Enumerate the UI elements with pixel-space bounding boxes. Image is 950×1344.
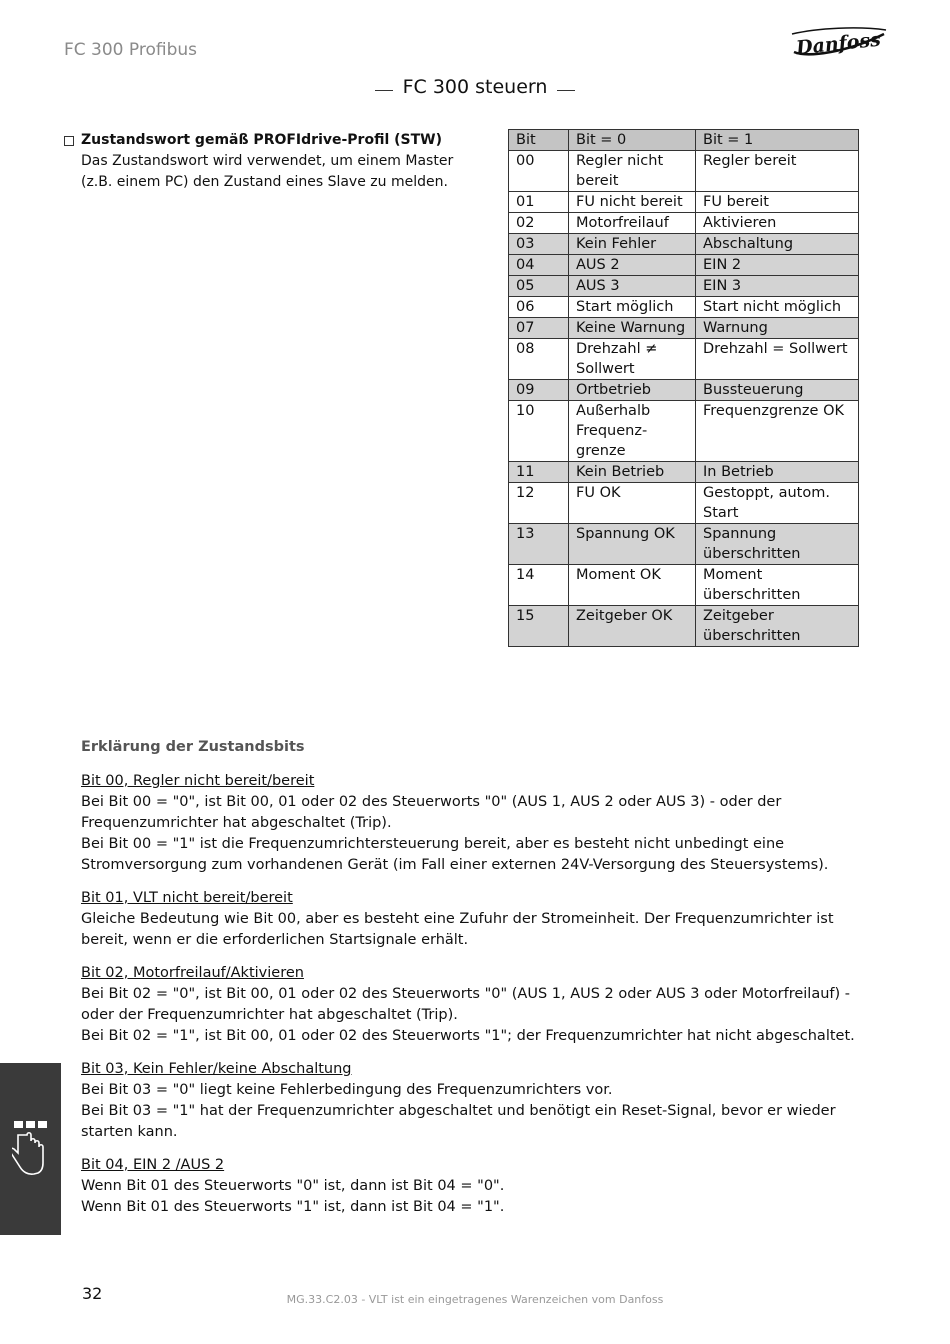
table-row bbox=[509, 380, 859, 401]
bit1-meaning-cell: Start nicht möglich bbox=[696, 297, 859, 318]
bit1-meaning-cell: In Betrieb bbox=[696, 462, 859, 483]
bit-number-cell: 02 bbox=[509, 213, 569, 234]
table-row bbox=[509, 483, 859, 524]
status-word-table bbox=[508, 129, 859, 647]
bit1-meaning-cell: Moment überschritten bbox=[696, 565, 859, 606]
table-row bbox=[509, 339, 859, 380]
bit-explanation-text: Bei Bit 02 = "1", ist Bit 00, 01 oder 02 des Steuerworts "1"; der Frequenzumrichter hat nicht abgeschaltet. bbox=[81, 1028, 855, 1044]
bit-number-cell: 15 bbox=[509, 606, 569, 647]
bit-number-cell: 12 bbox=[509, 483, 569, 524]
bit-explanation-title: Bit 03, Kein Fehler/keine Abschaltung bbox=[81, 1061, 352, 1077]
bit0-meaning-cell: Motorfreilauf bbox=[569, 213, 696, 234]
bit-explanation-text: Wenn Bit 01 des Steuerworts "0" ist, dann ist Bit 04 = "0". bbox=[81, 1178, 505, 1194]
table-row bbox=[509, 318, 859, 339]
bit-number-cell: 10 bbox=[509, 401, 569, 462]
header-cell-bit0: Bit = 0 bbox=[569, 130, 696, 151]
table-row bbox=[509, 606, 859, 647]
bit1-meaning-cell: Abschaltung bbox=[696, 234, 859, 255]
table-row bbox=[509, 297, 859, 318]
bit0-meaning-cell: Zeitgeber OK bbox=[569, 606, 696, 647]
table-row bbox=[509, 565, 859, 606]
bit-number-cell: 11 bbox=[509, 462, 569, 483]
explanation-section bbox=[81, 737, 871, 1230]
checkbox-square-icon bbox=[64, 136, 74, 146]
bit0-meaning-cell: Spannung OK bbox=[569, 524, 696, 565]
bit0-meaning-cell: Keine Warnung bbox=[569, 318, 696, 339]
bit0-meaning-cell: Regler nicht bereit bbox=[569, 151, 696, 192]
bit-explanation-text: Bei Bit 03 = "1" hat der Frequenzumrichter abgeschaltet und benötigt ein Reset-Signal, bevor er wieder starten kann. bbox=[81, 1103, 836, 1140]
intro-heading: Zustandswort gemäß PROFIdrive-Profil (STW) bbox=[81, 132, 443, 148]
bit1-meaning-cell: Spannung überschritten bbox=[696, 524, 859, 565]
bit-number-cell: 07 bbox=[509, 318, 569, 339]
explanation-heading: Erklärung der Zustandsbits bbox=[81, 739, 305, 755]
bit-number-cell: 06 bbox=[509, 297, 569, 318]
bit-number-cell: 09 bbox=[509, 380, 569, 401]
bit-explanation-title: Bit 04, EIN 2 /AUS 2 bbox=[81, 1157, 225, 1173]
bit-explanation-text: Gleiche Bedeutung wie Bit 00, aber es besteht eine Zufuhr der Stromeinheit. Der Frequenzumrichter ist bereit, wenn er die erforderlichen Startsignale erhält. bbox=[81, 911, 834, 948]
header-cell-bit1: Bit = 1 bbox=[696, 130, 859, 151]
bit1-meaning-cell: Warnung bbox=[696, 318, 859, 339]
table-row bbox=[509, 234, 859, 255]
bit1-meaning-cell: Drehzahl = Sollwert bbox=[696, 339, 859, 380]
table-row bbox=[509, 255, 859, 276]
bit-number-cell: 04 bbox=[509, 255, 569, 276]
bit-explanations bbox=[81, 771, 871, 1218]
table-row bbox=[509, 213, 859, 234]
bit0-meaning-cell: Außerhalb Frequenz-grenze bbox=[569, 401, 696, 462]
bit-explanation-block bbox=[81, 1059, 871, 1143]
document-header-title: FC 300 Profibus bbox=[64, 40, 198, 60]
footer-note: MG.33.C2.03 - VLT ist ein eingetragenes Warenzeichen vom Danfoss bbox=[286, 1293, 664, 1306]
section-title bbox=[0, 76, 950, 98]
bit-number-cell: 01 bbox=[509, 192, 569, 213]
bit0-meaning-cell: FU OK bbox=[569, 483, 696, 524]
bit-explanation-text: Bei Bit 03 = "0" liegt keine Fehlerbedingung des Frequenzumrichters vor. bbox=[81, 1082, 613, 1098]
bit-explanation-text: Bei Bit 00 = "1" ist die Frequenzumrichtersteuerung bereit, aber es besteht nicht unbedingt eine Stromversorgung zum vorhandenen Gerät (im Fall einer externen 24V-Versorgung des Steuersystems). bbox=[81, 836, 829, 873]
bit1-meaning-cell: Aktivieren bbox=[696, 213, 859, 234]
title-dash-left bbox=[375, 90, 393, 91]
bit-explanation-block bbox=[81, 771, 871, 876]
bit-explanation-block bbox=[81, 963, 871, 1047]
table-row bbox=[509, 462, 859, 483]
bit0-meaning-cell: FU nicht bereit bbox=[569, 192, 696, 213]
bit1-meaning-cell: Zeitgeber überschritten bbox=[696, 606, 859, 647]
bit-explanation-title: Bit 01, VLT nicht bereit/bereit bbox=[81, 890, 293, 906]
bit-explanation-text: Bei Bit 02 = "0", ist Bit 00, 01 oder 02 des Steuerworts "0" (AUS 1, AUS 2 oder AUS 3 oder Motorfreilauf) - oder der Frequenzumrichter hat abgeschaltet (Trip). bbox=[81, 986, 851, 1023]
table-row bbox=[509, 401, 859, 462]
bit-explanation-text: Wenn Bit 01 des Steuerworts "1" ist, dann ist Bit 04 = "1". bbox=[81, 1199, 505, 1215]
bit-explanation-text: Bei Bit 00 = "0", ist Bit 00, 01 oder 02 des Steuerworts "0" (AUS 1, AUS 2 oder AUS 3) - oder der Frequenzumrichter hat abgeschaltet (Trip). bbox=[81, 794, 782, 831]
bit-number-cell: 14 bbox=[509, 565, 569, 606]
title-dash-right bbox=[557, 90, 575, 91]
intro-block bbox=[64, 130, 474, 193]
bit-explanation-title: Bit 00, Regler nicht bereit/bereit bbox=[81, 773, 315, 789]
bit1-meaning-cell: Frequenzgrenze OK bbox=[696, 401, 859, 462]
bit0-meaning-cell: AUS 2 bbox=[569, 255, 696, 276]
bit-number-cell: 05 bbox=[509, 276, 569, 297]
section-title-text: FC 300 steuern bbox=[402, 76, 548, 98]
table-row bbox=[509, 276, 859, 297]
bit0-meaning-cell: Start möglich bbox=[569, 297, 696, 318]
bit0-meaning-cell: Kein Betrieb bbox=[569, 462, 696, 483]
bit1-meaning-cell: Gestoppt, autom. Start bbox=[696, 483, 859, 524]
bit1-meaning-cell: EIN 2 bbox=[696, 255, 859, 276]
header-cell-bit: Bit bbox=[509, 130, 569, 151]
bit-number-cell: 13 bbox=[509, 524, 569, 565]
bit0-meaning-cell: Drehzahl ≠ Sollwert bbox=[569, 339, 696, 380]
intro-text: Das Zustandswort wird verwendet, um einem Master (z.B. einem PC) den Zustand eines Slave zu melden. bbox=[81, 153, 454, 190]
page-number: 32 bbox=[82, 1284, 103, 1303]
bit-explanation-title: Bit 02, Motorfreilauf/Aktivieren bbox=[81, 965, 304, 981]
bit-number-cell: 00 bbox=[509, 151, 569, 192]
bit0-meaning-cell: AUS 3 bbox=[569, 276, 696, 297]
bit0-meaning-cell: Ortbetrieb bbox=[569, 380, 696, 401]
bit-explanation-block bbox=[81, 1155, 871, 1218]
svg-text:Danfoss: Danfoss bbox=[795, 28, 882, 60]
bit1-meaning-cell: EIN 3 bbox=[696, 276, 859, 297]
bit0-meaning-cell: Kein Fehler bbox=[569, 234, 696, 255]
table-row bbox=[509, 192, 859, 213]
danfoss-logo bbox=[788, 22, 888, 62]
table-row bbox=[509, 524, 859, 565]
bit-number-cell: 03 bbox=[509, 234, 569, 255]
table-header-row bbox=[509, 130, 859, 151]
chapter-side-tab bbox=[0, 1063, 61, 1235]
bit1-meaning-cell: Bussteuerung bbox=[696, 380, 859, 401]
bit-explanation-block bbox=[81, 888, 871, 951]
bit1-meaning-cell: FU bereit bbox=[696, 192, 859, 213]
bit1-meaning-cell: Regler bereit bbox=[696, 151, 859, 192]
bit0-meaning-cell: Moment OK bbox=[569, 565, 696, 606]
hand-pointer-icon bbox=[12, 1115, 52, 1179]
bit-number-cell: 08 bbox=[509, 339, 569, 380]
table-row bbox=[509, 151, 859, 192]
